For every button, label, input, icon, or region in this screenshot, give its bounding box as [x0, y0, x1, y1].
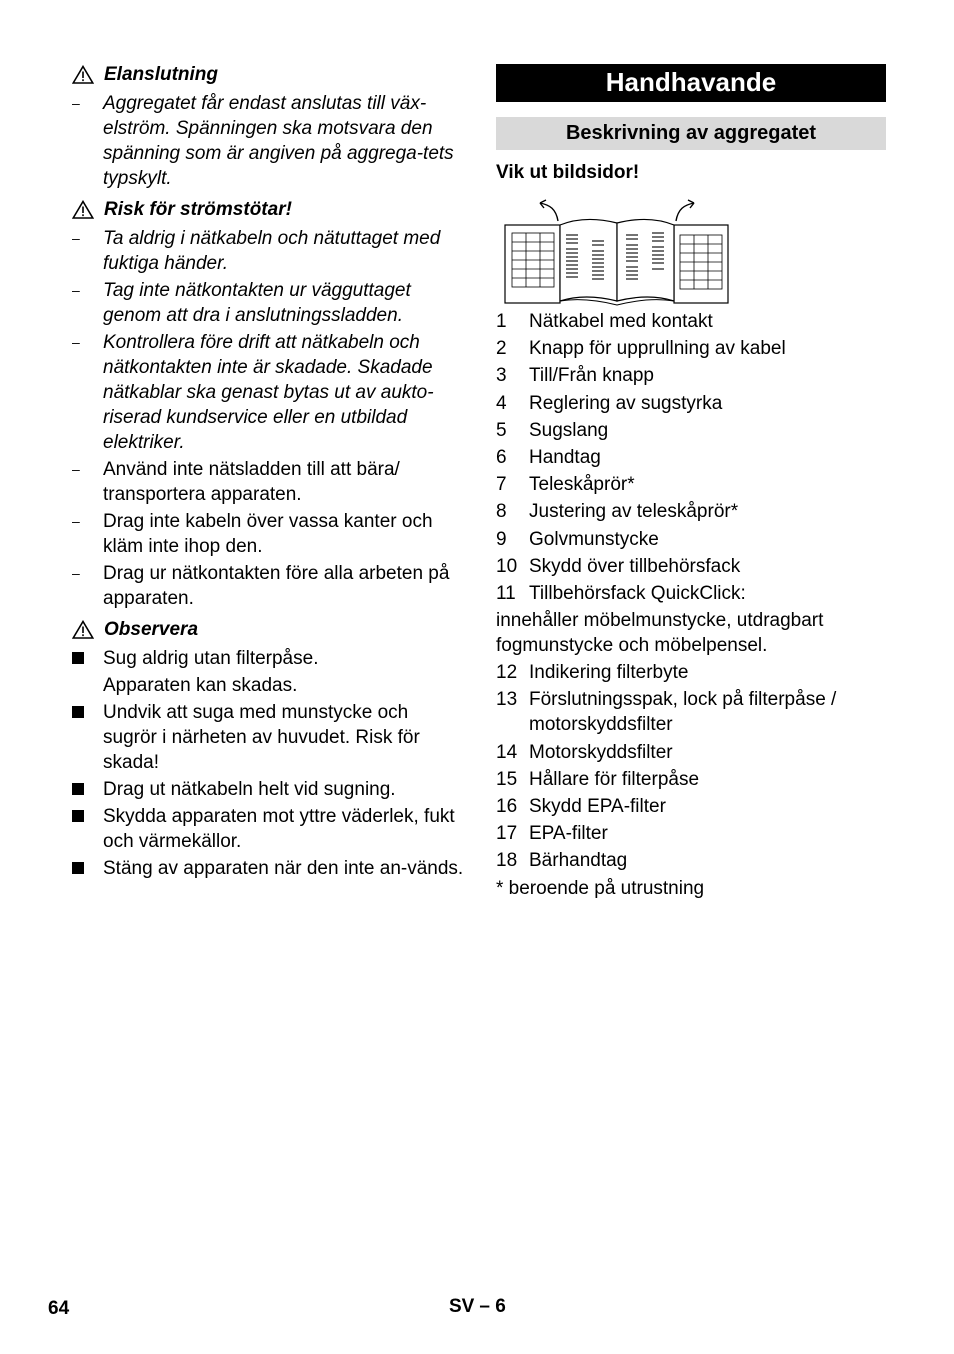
- parts-list-item: 4 Reglering av sugstyrka: [496, 392, 723, 414]
- open-book-foldout-icon: [500, 197, 730, 307]
- parts-list-item: 16 Skydd EPA-filter: [496, 796, 666, 817]
- parts-list-item: 14 Motorskyddsfilter: [496, 741, 673, 763]
- list-item: – Tag inte nätkontakten ur vägguttaget genom att dra i anslutningssladden.: [72, 280, 411, 326]
- warning-triangle-icon: [72, 200, 94, 219]
- parts-list-item: 17 EPA-filter: [496, 823, 608, 845]
- parts-list-item: 5 Sugslang: [496, 419, 609, 441]
- parts-list-item: 12 Indikering filterbyte: [496, 662, 689, 684]
- warning-heading-caution: [72, 617, 464, 642]
- parts-list-item: 6 Handtag: [496, 446, 601, 468]
- parts-list-item: 13 Förslutningsspak, lock på filterpåse / motorskyddsfilter: [496, 689, 837, 736]
- parts-list-item: 2 Knapp för upprullning av kabel: [496, 338, 786, 360]
- list-item: Drag ut nätkabeln helt vid sugning.: [72, 777, 464, 802]
- sub-page-number: – 6: [479, 1296, 506, 1317]
- warning-heading-shock: [72, 197, 464, 222]
- page-language-code: [449, 1296, 506, 1318]
- bullet-square-icon: [72, 706, 84, 718]
- parts-list: [496, 309, 886, 873]
- warning-title: Elanslutning: [104, 64, 218, 85]
- warning-title: Risk för strömstötar!: [104, 199, 292, 220]
- section-title: Handhavande: [496, 64, 886, 102]
- page-number: 64: [48, 1298, 70, 1319]
- parts-list-item: 3 Till/Från knapp: [496, 365, 654, 387]
- parts-list-item: 15 Hållare för filterpåse: [496, 768, 700, 790]
- list-item-continuation: Apparaten kan skadas.: [103, 675, 298, 696]
- subsection-title: Beskrivning av aggregatet: [496, 117, 886, 150]
- warning-triangle-icon: [72, 65, 94, 84]
- list-item: – Drag inte kabeln över vassa kanter och kläm inte ihop den.: [72, 511, 433, 557]
- list-item: Sug aldrig utan filterpåse.: [72, 646, 464, 671]
- language-label: SV: [449, 1296, 475, 1317]
- right-column: [496, 64, 886, 901]
- warning-title: Observera: [104, 619, 199, 640]
- list-item: Undvik att suga med munstycke och sugrör i närheten av huvudet. Risk för skada!: [72, 700, 464, 775]
- parts-list-item: 10 Skydd över tillbehörsfack: [496, 555, 741, 577]
- list-item: – Ta aldrig i nätkabeln och nätuttaget med fuktiga händer.: [72, 228, 441, 274]
- bullet-square-icon: [72, 783, 84, 795]
- parts-list-item: 7 Teleskåprör*: [496, 474, 635, 496]
- bullet-square-icon: [72, 862, 84, 874]
- list-item: – Drag ur nätkontakten före alla arbeten på apparaten.: [72, 563, 450, 609]
- footnote: * beroende på utrustning: [496, 877, 705, 899]
- left-column: [72, 60, 464, 883]
- parts-list-item: 11 Tillbehörsfack QuickClick:: [496, 582, 746, 604]
- parts-list-item: 9 Golvmunstycke: [496, 528, 659, 550]
- foldout-note: Vik ut bildsidor!: [496, 162, 640, 183]
- list-item: Stäng av apparaten när den inte an-vänds.: [72, 856, 464, 881]
- parts-list-item-detail: innehåller möbelmunstycke, utdragbart fogmunstycke och möbelpensel.: [496, 610, 824, 657]
- bullet-square-icon: [72, 810, 84, 822]
- bullet-square-icon: [72, 652, 84, 664]
- list-item: – Kontrollera före drift att nätkabeln och nätkontakten inte är skadade. Skadade nätkablar ska genast bytas ut av aukto-riserad kundservice eller en utbildad elektriker.: [72, 332, 434, 453]
- parts-list-item: 8 Justering av teleskåprör*: [496, 501, 739, 523]
- list-item: Skydda apparaten mot yttre väderlek, fukt och värmekällor.: [72, 804, 464, 854]
- warning-heading-power: [72, 62, 464, 87]
- parts-list-item: 1 Nätkabel med kontakt: [496, 311, 713, 332]
- list-item: – Aggregatet får endast anslutas till väx-elström. Spänningen ska motsvara den spänning som är angiven på aggrega-tets typskylt.: [72, 93, 454, 189]
- warning-triangle-icon: [72, 620, 94, 639]
- list-item: – Använd inte nätsladden till att bära/ transportera apparaten.: [72, 459, 400, 505]
- parts-list-item: 18 Bärhandtag: [496, 850, 628, 872]
